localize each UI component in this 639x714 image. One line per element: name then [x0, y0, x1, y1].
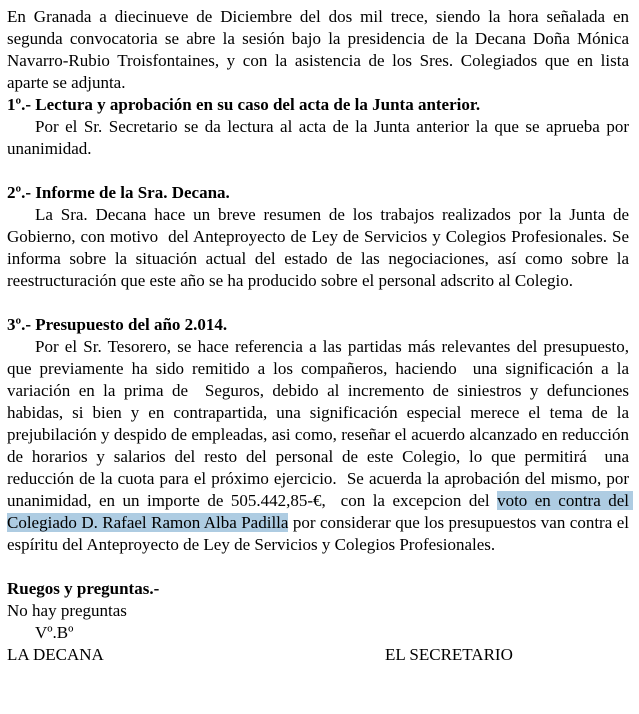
intro-paragraph: En Granada a diecinueve de Diciembre del dos mil trece, siendo la hora señalada en segunda convocatoria se abre la sesión bajo la presidencia de la Decana Doña Mónica Navarro-Rubio Troisfontaines, y con la asistencia de los Sres. Colegiados que en lista aparte se adjunta.: [7, 7, 634, 92]
signature-row: [7, 644, 629, 666]
section-2-heading: 2º.- Informe de la Sra. Decana.: [7, 183, 230, 202]
ruegos-heading: Ruegos y preguntas.-: [7, 579, 160, 598]
decana-signature-label: LA DECANA: [7, 645, 104, 664]
visto-bueno-line: Vº.Bº: [35, 623, 74, 642]
no-questions-line: No hay preguntas: [7, 601, 127, 620]
highlighted-vote-text: voto en contra del Colegiado D. Rafael Ramon Alba Padilla: [7, 491, 634, 532]
secretario-signature-label: EL SECRETARIO: [385, 645, 513, 664]
section-3-text-after-highlight: por considerar que los presupuestos van contra el espíritu del Anteproyecto de Ley de Servicios y Colegios Profesionales.: [7, 513, 634, 554]
section-3-body: [7, 336, 634, 556]
section-1-heading: 1º.- Lectura y aprobación en su caso del acta de la Junta anterior.: [7, 95, 481, 114]
section-1-body: Por el Sr. Secretario se da lectura al acta de la Junta anterior la que se aprueba por unanimidad.: [7, 117, 634, 158]
section-3-heading: 3º.- Presupuesto del año 2.014.: [7, 315, 228, 334]
section-2-body: La Sra. Decana hace un breve resumen de los trabajos realizados por la Junta de Gobierno, con motivo del Anteproyecto de Ley de Servicios y Colegios Profesionales. Se informa sobre la situación actual del estado de las negociaciones, así como sobre la reestructuración que este año se ha producido sobre el personal adscrito al Colegio.: [7, 205, 634, 290]
section-3-text-before-highlight: Por el Sr. Tesorero, se hace referencia a las partidas más relevantes del presupuesto, que previamente ha sido remitido a los compañeros, haciendo una significación a la variación en la prima de Seguros, debido al incremento de siniestros y defunciones habidas, si bien y en contrapartida, una significación especial merece el tema de la prejubilación y despido de empleadas, asi como, reseñar el acuerdo alcanzado en reducción de horarios y salarios del resto del personal de este Colegio, lo que permitirá una reducción de la cuota para el próximo ejercicio. Se acuerda la aprobación del mismo, por unanimidad, en un importe de 505.442,85-€, con la excepcion del: [7, 337, 634, 510]
